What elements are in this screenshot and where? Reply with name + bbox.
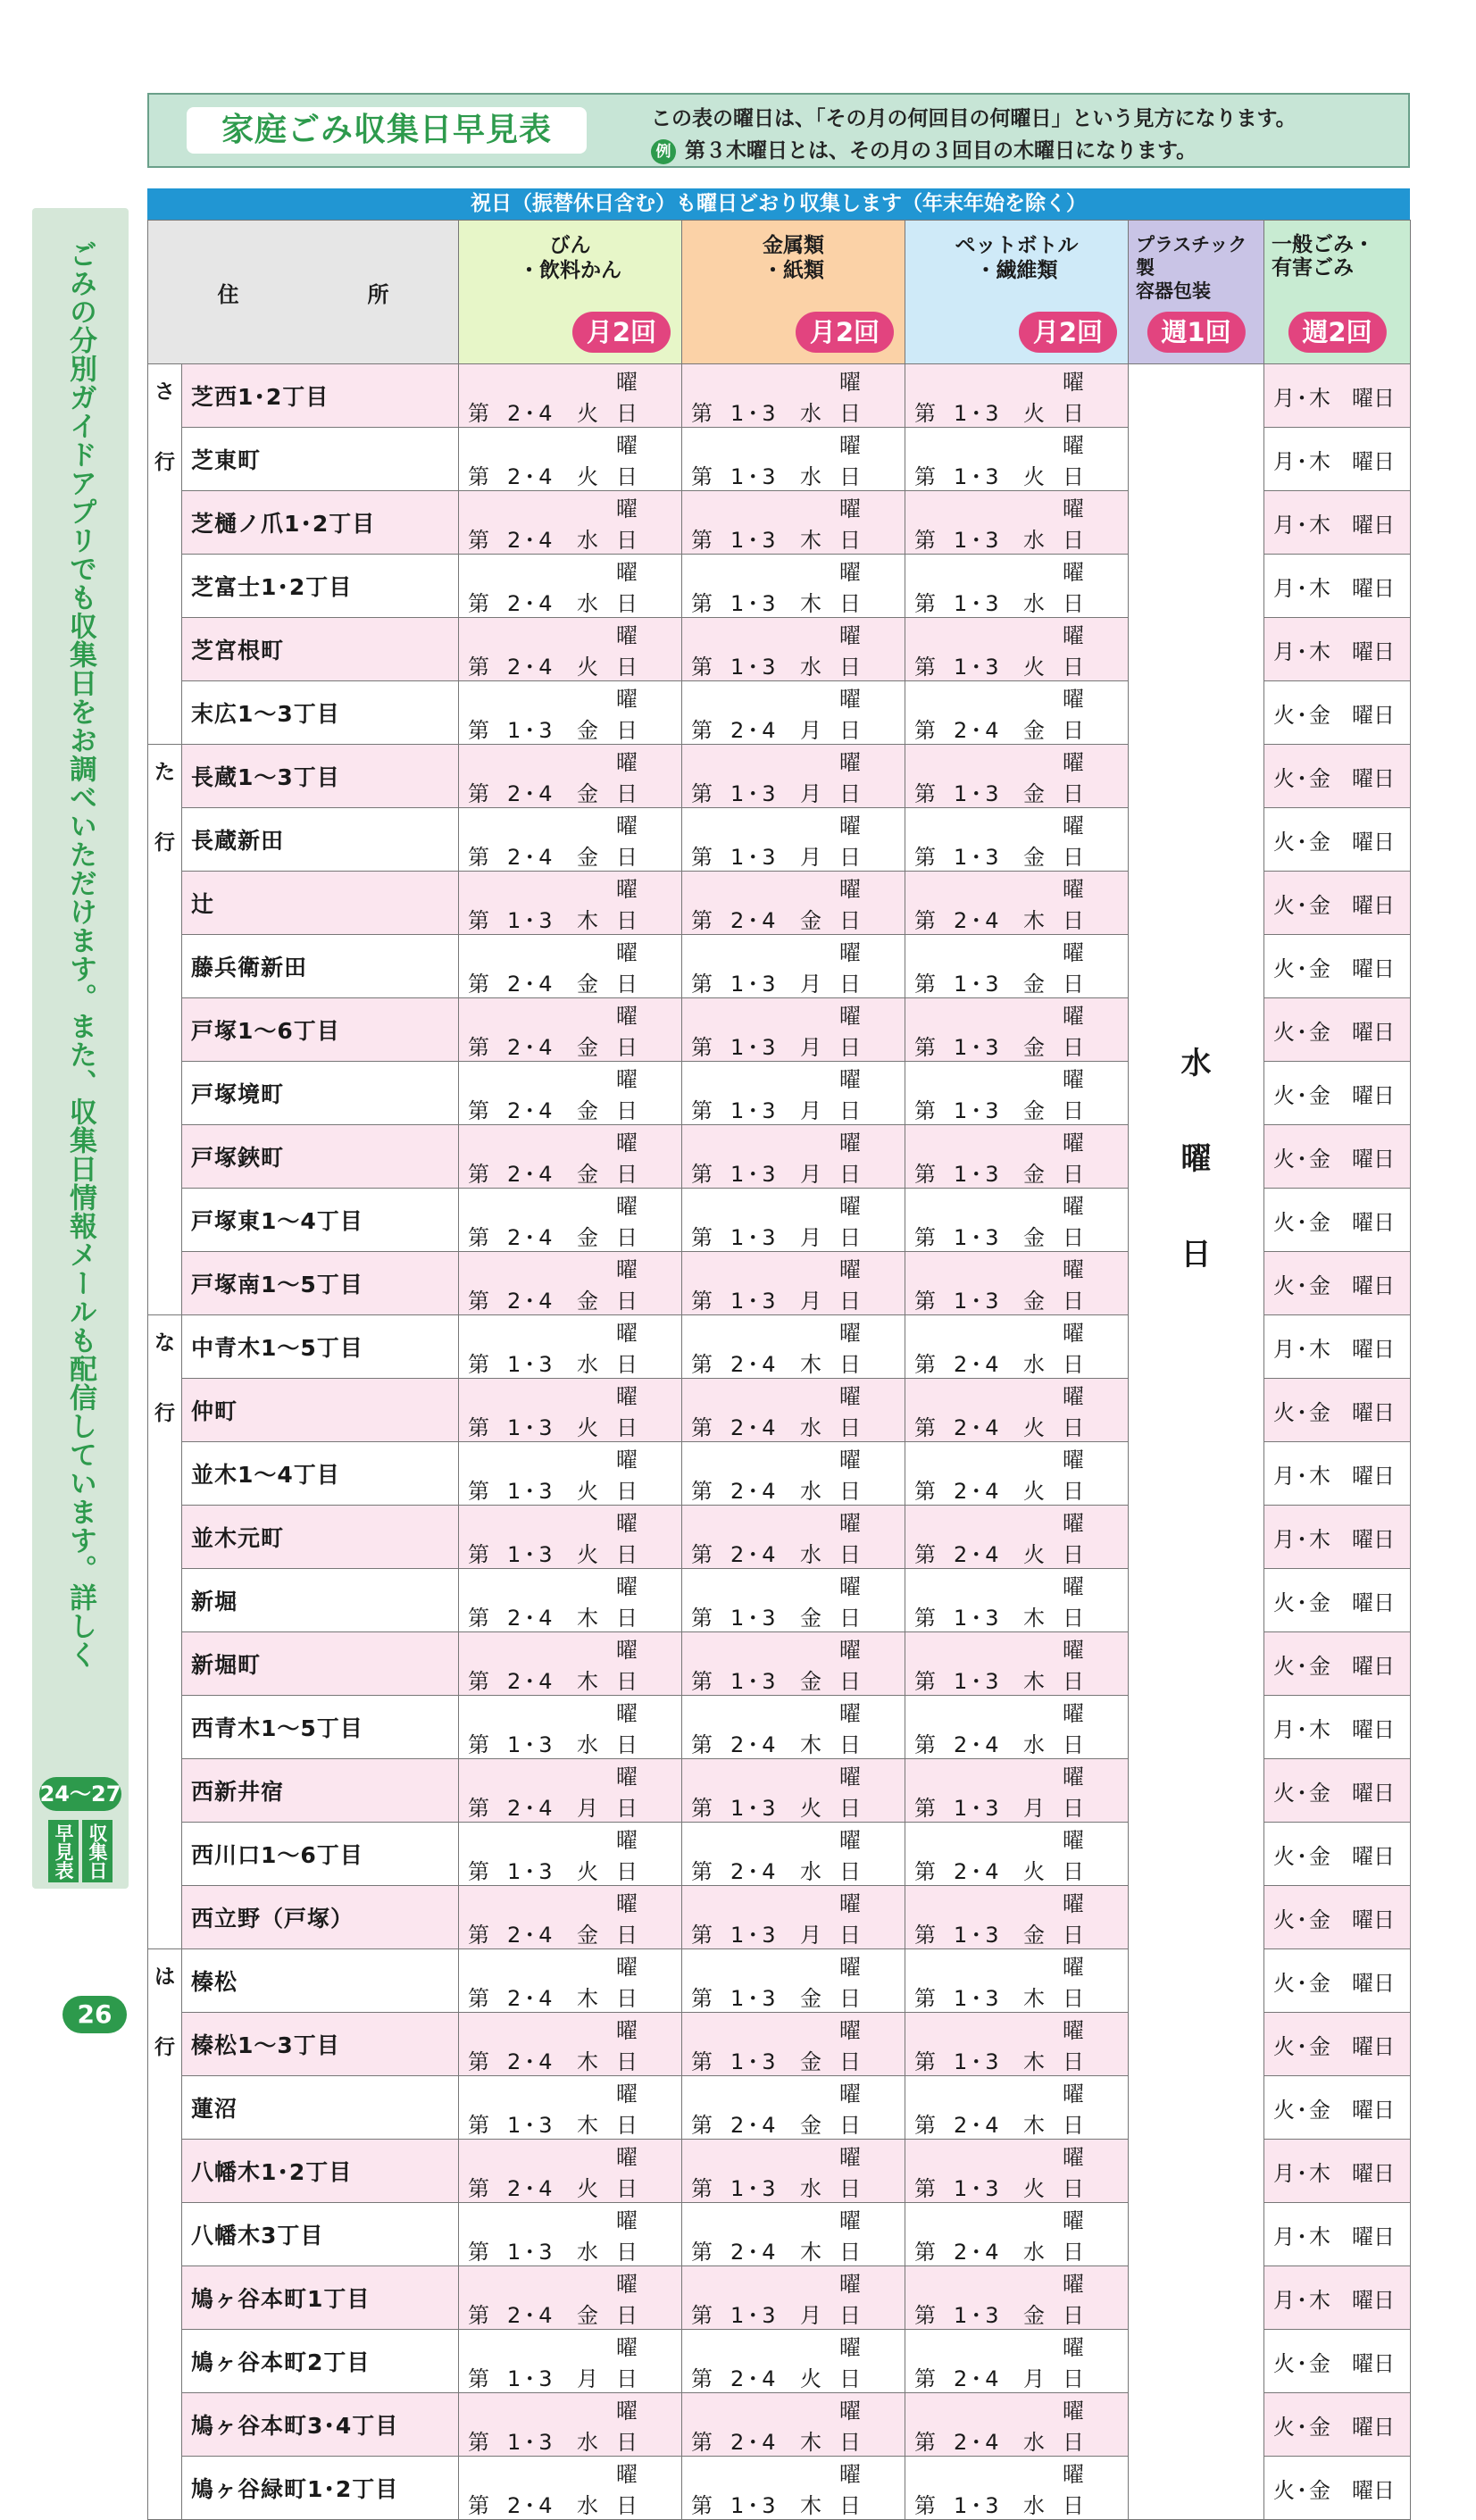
- bottles-cans-day: 第 2･4 火曜日: [459, 2140, 682, 2203]
- bottles-cans-day: 第 2･4 火曜日: [459, 364, 682, 428]
- general-waste-days: 火･金 曜日: [1264, 745, 1411, 808]
- address-cell: 戸塚東1〜4丁目: [182, 1189, 459, 1252]
- column-header-address: 住 所: [148, 221, 459, 364]
- address-cell: 榛松1〜3丁目: [182, 2013, 459, 2076]
- pet-textile-day: 第 2･4 水曜日: [905, 2203, 1129, 2266]
- frequency-badge: 月2回: [796, 312, 894, 353]
- general-waste-days: 火･金 曜日: [1264, 2393, 1411, 2457]
- address-cell: 中青木1〜5丁目: [182, 1315, 459, 1379]
- bottles-cans-day: 第 2･4 金曜日: [459, 2266, 682, 2330]
- section-tab: [45, 1820, 116, 1882]
- general-waste-days: 火･金 曜日: [1264, 935, 1411, 998]
- metal-paper-day: 第 1･3 水曜日: [682, 618, 905, 681]
- metal-paper-day: 第 2･4 金曜日: [682, 872, 905, 935]
- address-cell: 戸塚境町: [182, 1062, 459, 1125]
- general-waste-days: 月･木 曜日: [1264, 1315, 1411, 1379]
- bottles-cans-day: 第 2･4 水曜日: [459, 2457, 682, 2520]
- metal-paper-day: 第 2･4 木曜日: [682, 1696, 905, 1759]
- general-waste-days: 月･木 曜日: [1264, 2203, 1411, 2266]
- general-waste-days: 火･金 曜日: [1264, 1125, 1411, 1189]
- plastic-day-char: 曜: [1180, 1141, 1212, 1178]
- address-cell: 長蔵新田: [182, 808, 459, 872]
- metal-paper-day: 第 1･3 月曜日: [682, 1189, 905, 1252]
- bottles-cans-day: 第 1･3 水曜日: [459, 2203, 682, 2266]
- note-line-1: この表の曜日は、「その月の何回目の何曜日」という見方になります。: [651, 107, 1297, 130]
- general-waste-days: 月･木 曜日: [1264, 618, 1411, 681]
- column-header-metal-paper: 金属類 ・紙類 月2回: [682, 221, 905, 364]
- address-cell: 西新井宿: [182, 1759, 459, 1823]
- general-waste-days: 月･木 曜日: [1264, 2266, 1411, 2330]
- section-tab-line-1: 収集日: [82, 1820, 113, 1882]
- bottles-cans-day: 第 2･4 金曜日: [459, 1252, 682, 1315]
- metal-paper-day: 第 1･3 金曜日: [682, 2013, 905, 2076]
- bottles-cans-day: 第 1･3 火曜日: [459, 1379, 682, 1442]
- general-waste-days: 火･金 曜日: [1264, 808, 1411, 872]
- metal-paper-day: 第 2･4 水曜日: [682, 1506, 905, 1569]
- address-cell: 長蔵1〜3丁目: [182, 745, 459, 808]
- frequency-badge: 月2回: [572, 312, 671, 353]
- pet-textile-day: 第 2･4 火曜日: [905, 1379, 1129, 1442]
- address-cell: 戸塚南1〜5丁目: [182, 1252, 459, 1315]
- bottles-cans-day: 第 1･3 水曜日: [459, 1696, 682, 1759]
- note-line-2-text: 第３木曜日とは、その月の３回目の木曜日になります。: [685, 139, 1197, 163]
- general-waste-days: 火･金 曜日: [1264, 2076, 1411, 2140]
- pet-textile-day: 第 1･3 金曜日: [905, 2266, 1129, 2330]
- address-cell: 八幡木3丁目: [182, 2203, 459, 2266]
- pet-textile-day: 第 1･3 火曜日: [905, 618, 1129, 681]
- bottles-cans-day: 第 2･4 月曜日: [459, 1759, 682, 1823]
- metal-paper-day: 第 1･3 金曜日: [682, 1569, 905, 1632]
- general-waste-days: 火･金 曜日: [1264, 2330, 1411, 2393]
- plastic-collection-day: [1129, 364, 1264, 2520]
- pet-textile-day: 第 1･3 金曜日: [905, 1189, 1129, 1252]
- bottles-cans-day: 第 2･4 木曜日: [459, 1632, 682, 1696]
- note-line-2: [651, 134, 1197, 164]
- metal-paper-day: 第 1･3 月曜日: [682, 1125, 905, 1189]
- holiday-banner: 祝日（振替休日含む）も曜日どおり収集します（年末年始を除く）: [147, 188, 1410, 220]
- metal-paper-day: 第 1･3 水曜日: [682, 2140, 905, 2203]
- kana-group-label: た 行: [148, 745, 182, 1315]
- address-cell: 並木元町: [182, 1506, 459, 1569]
- schedule-table: [147, 220, 1411, 2520]
- pet-textile-day: 第 2･4 水曜日: [905, 1696, 1129, 1759]
- bottles-cans-day: 第 2･4 金曜日: [459, 745, 682, 808]
- address-cell: 榛松: [182, 1949, 459, 2013]
- address-cell: 鳩ヶ谷本町3･4丁目: [182, 2393, 459, 2457]
- metal-paper-day: 第 1･3 水曜日: [682, 364, 905, 428]
- bottles-cans-day: 第 1･3 金曜日: [459, 681, 682, 745]
- pet-textile-day: 第 1･3 月曜日: [905, 1759, 1129, 1823]
- bottles-cans-day: 第 1･3 火曜日: [459, 1823, 682, 1886]
- bottles-cans-day: 第 2･4 木曜日: [459, 1569, 682, 1632]
- address-cell: 西青木1〜5丁目: [182, 1696, 459, 1759]
- pet-textile-day: 第 1･3 金曜日: [905, 808, 1129, 872]
- general-waste-days: 火･金 曜日: [1264, 681, 1411, 745]
- metal-paper-day: 第 1･3 木曜日: [682, 491, 905, 555]
- general-waste-days: 月･木 曜日: [1264, 2140, 1411, 2203]
- pet-textile-day: 第 1･3 木曜日: [905, 2013, 1129, 2076]
- frequency-badge: 月2回: [1019, 312, 1117, 353]
- general-waste-days: 火･金 曜日: [1264, 1949, 1411, 2013]
- bottles-cans-day: 第 2･4 金曜日: [459, 1189, 682, 1252]
- address-cell: 鳩ヶ谷緑町1･2丁目: [182, 2457, 459, 2520]
- pet-textile-day: 第 2･4 火曜日: [905, 1823, 1129, 1886]
- general-waste-days: 火･金 曜日: [1264, 1759, 1411, 1823]
- column-header-bottles-cans: びん ・飲料かん 月2回: [459, 221, 682, 364]
- address-cell: 芝樋ノ爪1･2丁目: [182, 491, 459, 555]
- table-body: [148, 364, 1411, 2520]
- general-waste-days: 火･金 曜日: [1264, 1379, 1411, 1442]
- metal-paper-day: 第 1･3 月曜日: [682, 1062, 905, 1125]
- address-cell: 末広1〜3丁目: [182, 681, 459, 745]
- bottles-cans-day: 第 2･4 木曜日: [459, 2013, 682, 2076]
- general-waste-days: 月･木 曜日: [1264, 364, 1411, 428]
- metal-paper-day: 第 1･3 水曜日: [682, 428, 905, 491]
- metal-paper-day: 第 2･4 木曜日: [682, 2203, 905, 2266]
- general-waste-days: 火･金 曜日: [1264, 1886, 1411, 1949]
- bottles-cans-day: 第 2･4 火曜日: [459, 618, 682, 681]
- general-waste-days: 火･金 曜日: [1264, 998, 1411, 1062]
- bottles-cans-day: 第 1･3 火曜日: [459, 1506, 682, 1569]
- pet-textile-day: 第 2･4 水曜日: [905, 1315, 1129, 1379]
- side-guide-strip: [32, 208, 129, 1889]
- metal-paper-day: 第 2･4 水曜日: [682, 1823, 905, 1886]
- kana-group-label: さ 行: [148, 364, 182, 745]
- pet-textile-day: 第 2･4 木曜日: [905, 872, 1129, 935]
- metal-paper-day: 第 2･4 月曜日: [682, 681, 905, 745]
- example-icon: 例: [651, 139, 676, 164]
- metal-paper-day: 第 1･3 月曜日: [682, 745, 905, 808]
- page-range-badge: 24〜27: [39, 1777, 121, 1811]
- address-cell: 蓮沼: [182, 2076, 459, 2140]
- pet-textile-day: 第 1･3 火曜日: [905, 364, 1129, 428]
- pet-textile-day: 第 1･3 金曜日: [905, 1062, 1129, 1125]
- pet-textile-day: 第 1･3 火曜日: [905, 428, 1129, 491]
- bottles-cans-day: 第 1･3 火曜日: [459, 1442, 682, 1506]
- general-waste-days: 月･木 曜日: [1264, 428, 1411, 491]
- general-waste-days: 火･金 曜日: [1264, 1252, 1411, 1315]
- table-row: [148, 364, 1411, 428]
- bottles-cans-day: 第 2･4 金曜日: [459, 935, 682, 998]
- address-cell: 藤兵衛新田: [182, 935, 459, 998]
- metal-paper-day: 第 1･3 木曜日: [682, 555, 905, 618]
- pet-textile-day: 第 2･4 木曜日: [905, 2076, 1129, 2140]
- kana-group-label: は 行: [148, 1949, 182, 2520]
- pet-textile-day: 第 2･4 月曜日: [905, 2330, 1129, 2393]
- address-cell: 辻: [182, 872, 459, 935]
- page-title: 家庭ごみ収集日早見表: [187, 107, 587, 154]
- address-cell: 芝宮根町: [182, 618, 459, 681]
- kana-group-label: な 行: [148, 1315, 182, 1949]
- pet-textile-day: 第 1･3 水曜日: [905, 2457, 1129, 2520]
- address-cell: 戸塚1〜6丁目: [182, 998, 459, 1062]
- bottles-cans-day: 第 2･4 火曜日: [459, 428, 682, 491]
- general-waste-days: 月･木 曜日: [1264, 1442, 1411, 1506]
- pet-textile-day: 第 1･3 木曜日: [905, 1632, 1129, 1696]
- frequency-badge: 週1回: [1147, 312, 1245, 353]
- metal-paper-day: 第 1･3 金曜日: [682, 1632, 905, 1696]
- bottles-cans-day: 第 2･4 金曜日: [459, 808, 682, 872]
- address-cell: 鳩ヶ谷本町2丁目: [182, 2330, 459, 2393]
- metal-paper-day: 第 2･4 木曜日: [682, 1315, 905, 1379]
- metal-paper-day: 第 1･3 月曜日: [682, 2266, 905, 2330]
- metal-paper-day: 第 2･4 火曜日: [682, 2330, 905, 2393]
- side-guide-text: ごみの分別ガイドアプリでも収集日をお調べいただけます。また、収集日情報メールも配信しています。詳しく: [64, 240, 96, 1669]
- general-waste-days: 火･金 曜日: [1264, 1632, 1411, 1696]
- pet-textile-day: 第 1･3 木曜日: [905, 1569, 1129, 1632]
- pet-textile-day: 第 1･3 木曜日: [905, 1949, 1129, 2013]
- pet-textile-day: 第 1･3 金曜日: [905, 1252, 1129, 1315]
- page-number: 26: [63, 1996, 127, 2033]
- metal-paper-day: 第 2･4 木曜日: [682, 2393, 905, 2457]
- address-cell: 新堀: [182, 1569, 459, 1632]
- bottles-cans-day: 第 2･4 金曜日: [459, 1886, 682, 1949]
- address-cell: 並木1〜4丁目: [182, 1442, 459, 1506]
- column-header-general: 一般ごみ・ 有害ごみ 週2回: [1264, 221, 1411, 364]
- address-cell: 芝富士1･2丁目: [182, 555, 459, 618]
- bottles-cans-day: 第 1･3 水曜日: [459, 2393, 682, 2457]
- general-waste-days: 火･金 曜日: [1264, 1189, 1411, 1252]
- bottles-cans-day: 第 1･3 水曜日: [459, 1315, 682, 1379]
- address-cell: 新堀町: [182, 1632, 459, 1696]
- address-cell: 仲町: [182, 1379, 459, 1442]
- general-waste-days: 火･金 曜日: [1264, 872, 1411, 935]
- metal-paper-day: 第 1･3 月曜日: [682, 935, 905, 998]
- pet-textile-day: 第 2･4 金曜日: [905, 681, 1129, 745]
- general-waste-days: 火･金 曜日: [1264, 2457, 1411, 2520]
- metal-paper-day: 第 1･3 月曜日: [682, 998, 905, 1062]
- bottles-cans-day: 第 2･4 金曜日: [459, 998, 682, 1062]
- metal-paper-day: 第 2･4 金曜日: [682, 2076, 905, 2140]
- column-header-plastic: プラスチック製 容器包装 週1回: [1129, 221, 1264, 364]
- column-header-pet-textile: ペットボトル ・繊維類 月2回: [905, 221, 1129, 364]
- bottles-cans-day: 第 2･4 金曜日: [459, 1062, 682, 1125]
- table-header-row: [148, 221, 1411, 364]
- pet-textile-day: 第 1･3 金曜日: [905, 935, 1129, 998]
- address-cell: 西立野（戸塚）: [182, 1886, 459, 1949]
- pet-textile-day: 第 1･3 金曜日: [905, 1886, 1129, 1949]
- bottles-cans-day: 第 2･4 水曜日: [459, 555, 682, 618]
- bottles-cans-day: 第 1･3 月曜日: [459, 2330, 682, 2393]
- address-cell: 芝東町: [182, 428, 459, 491]
- pet-textile-day: 第 1･3 金曜日: [905, 1125, 1129, 1189]
- bottles-cans-day: 第 1･3 木曜日: [459, 872, 682, 935]
- pet-textile-day: 第 1･3 金曜日: [905, 745, 1129, 808]
- metal-paper-day: 第 1･3 月曜日: [682, 1886, 905, 1949]
- pet-textile-day: 第 2･4 水曜日: [905, 2393, 1129, 2457]
- header-band: [147, 93, 1410, 168]
- pet-textile-day: 第 1･3 火曜日: [905, 2140, 1129, 2203]
- address-cell: 西川口1〜6丁目: [182, 1823, 459, 1886]
- metal-paper-day: 第 1･3 金曜日: [682, 1949, 905, 2013]
- metal-paper-day: 第 1･3 火曜日: [682, 1759, 905, 1823]
- pet-textile-day: 第 2･4 火曜日: [905, 1506, 1129, 1569]
- general-waste-days: 月･木 曜日: [1264, 1696, 1411, 1759]
- general-waste-days: 火･金 曜日: [1264, 1062, 1411, 1125]
- frequency-badge: 週2回: [1288, 312, 1386, 353]
- bottles-cans-day: 第 2･4 金曜日: [459, 1125, 682, 1189]
- metal-paper-day: 第 1･3 月曜日: [682, 808, 905, 872]
- plastic-day-char: 日: [1180, 1237, 1212, 1273]
- bottles-cans-day: 第 2･4 木曜日: [459, 1949, 682, 2013]
- address-cell: 鳩ヶ谷本町1丁目: [182, 2266, 459, 2330]
- address-cell: 芝西1･2丁目: [182, 364, 459, 428]
- general-waste-days: 月･木 曜日: [1264, 491, 1411, 555]
- metal-paper-day: 第 1･3 月曜日: [682, 1252, 905, 1315]
- pet-textile-day: 第 1･3 金曜日: [905, 998, 1129, 1062]
- section-tab-line-2: 早見表: [48, 1820, 79, 1882]
- general-waste-days: 火･金 曜日: [1264, 1569, 1411, 1632]
- general-waste-days: 火･金 曜日: [1264, 1823, 1411, 1886]
- pet-textile-day: 第 1･3 水曜日: [905, 491, 1129, 555]
- general-waste-days: 月･木 曜日: [1264, 555, 1411, 618]
- metal-paper-day: 第 2･4 水曜日: [682, 1379, 905, 1442]
- pet-textile-day: 第 2･4 火曜日: [905, 1442, 1129, 1506]
- address-cell: 八幡木1･2丁目: [182, 2140, 459, 2203]
- general-waste-days: 火･金 曜日: [1264, 2013, 1411, 2076]
- plastic-day-char: 水: [1180, 1046, 1212, 1082]
- address-cell: 戸塚鋏町: [182, 1125, 459, 1189]
- bottles-cans-day: 第 1･3 木曜日: [459, 2076, 682, 2140]
- pet-textile-day: 第 1･3 水曜日: [905, 555, 1129, 618]
- general-waste-days: 月･木 曜日: [1264, 1506, 1411, 1569]
- metal-paper-day: 第 1･3 木曜日: [682, 2457, 905, 2520]
- bottles-cans-day: 第 2･4 水曜日: [459, 491, 682, 555]
- metal-paper-day: 第 2･4 水曜日: [682, 1442, 905, 1506]
